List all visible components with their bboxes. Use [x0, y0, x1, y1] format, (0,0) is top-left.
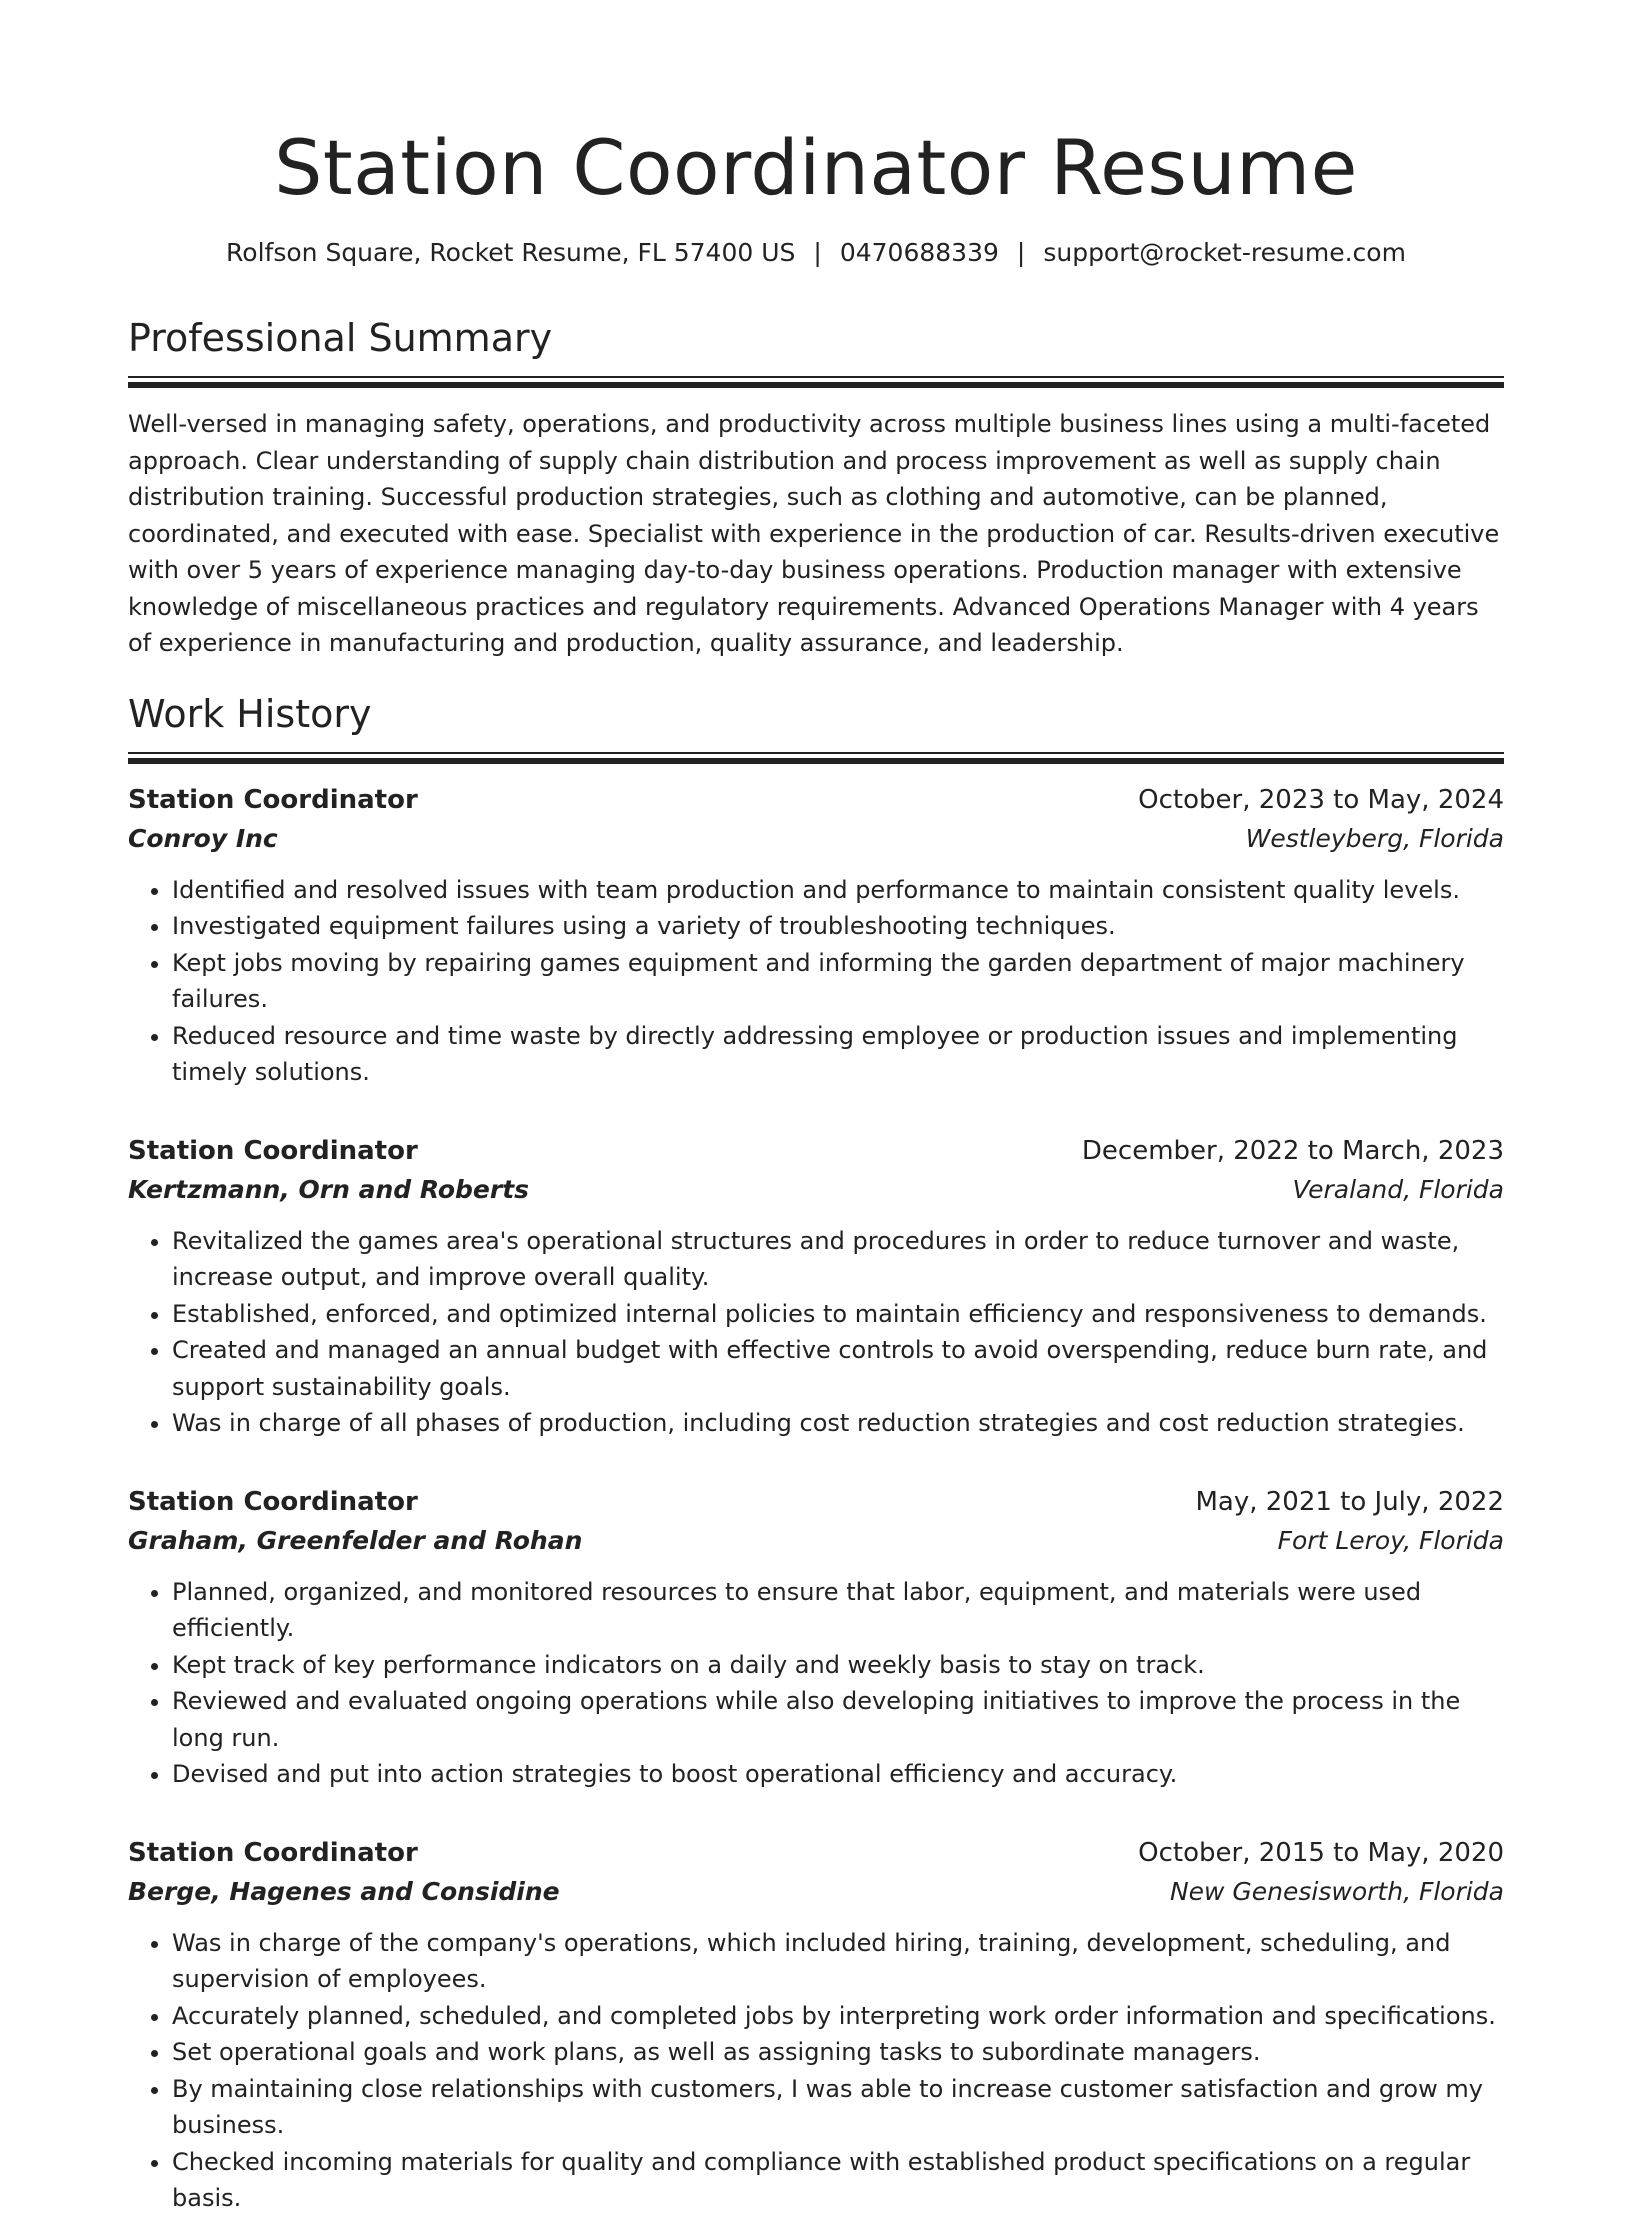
professional-summary-section — [128, 314, 1504, 662]
bullet-item: • Investigated equipment failures using a variety of troubleshooting techniques. — [172, 908, 1504, 945]
phone: 0470688339 — [839, 238, 999, 267]
job-bullets — [128, 872, 1504, 1091]
bullet-item: • Revitalized the games area's operational structures and procedures in order to reduce turnover and waste, increase output, and improve overall quality. — [172, 1223, 1504, 1296]
email: support@rocket-resume.com — [1043, 238, 1406, 267]
job-entry — [128, 1131, 1504, 1442]
job-header — [128, 1833, 1504, 1873]
bullet-item: • Was in charge of all phases of production, including cost reduction strategies and cost reduction strategies. — [172, 1405, 1504, 1442]
resume-title: Station Coordinator Resume — [274, 123, 1358, 212]
job-header — [128, 1131, 1504, 1171]
bullet-item: • Kept track of key performance indicators on a daily and weekly basis to stay on track. — [172, 1647, 1504, 1684]
company-name: Berge, Hagenes and Considine — [128, 1876, 560, 1906]
section-divider — [128, 376, 1504, 388]
job-subheader — [128, 1522, 1504, 1560]
job-dates: October, 2023 to May, 2024 — [1138, 784, 1504, 815]
company-name: Conroy Inc — [128, 823, 278, 853]
bullet-item: • Established, enforced, and optimized internal policies to maintain efficiency and responsiveness to demands. — [172, 1296, 1504, 1333]
job-dates: October, 2015 to May, 2020 — [1138, 1837, 1504, 1868]
job-entry — [128, 1833, 1504, 2217]
contact-line — [128, 236, 1504, 270]
job-location: Veraland, Florida — [1292, 1174, 1504, 1204]
bullet-item: • Checked incoming materials for quality and compliance with established product specifications on a regular basis. — [172, 2144, 1504, 2217]
job-title: Station Coordinator — [128, 784, 418, 815]
job-bullets — [128, 1223, 1504, 1442]
bullet-item: • Devised and put into action strategies to boost operational efficiency and accuracy. — [172, 1756, 1504, 1793]
bullet-item: • Reduced resource and time waste by directly addressing employee or production issues and implementing timely solutions. — [172, 1018, 1504, 1091]
job-bullets — [128, 1574, 1504, 1793]
section-divider — [128, 752, 1504, 764]
job-dates: December, 2022 to March, 2023 — [1081, 1135, 1504, 1166]
bullet-item: • Set operational goals and work plans, as well as assigning tasks to subordinate managers. — [172, 2034, 1504, 2071]
job-subheader — [128, 820, 1504, 858]
job-entry — [128, 780, 1504, 1091]
company-name: Kertzmann, Orn and Roberts — [128, 1174, 530, 1204]
bullet-item: • Reviewed and evaluated ongoing operations while also developing initiatives to improve the process in the long run. — [172, 1683, 1504, 1756]
bullet-item: • Accurately planned, scheduled, and completed jobs by interpreting work order information and specifications. — [172, 1998, 1504, 2035]
address: Rolfson Square, Rocket Resume, FL 57400 US — [226, 238, 796, 267]
job-location: Fort Leroy, Florida — [1277, 1525, 1504, 1555]
work-history-section — [128, 690, 1504, 2217]
section-heading: Work History — [128, 691, 372, 736]
resume-page — [128, 0, 1504, 2217]
bullet-item: • Created and managed an annual budget with effective controls to avoid overspending, reduce burn rate, and support sustainability goals. — [172, 1332, 1504, 1405]
job-title: Station Coordinator — [128, 1486, 418, 1517]
job-header — [128, 1482, 1504, 1522]
job-header — [128, 780, 1504, 820]
bullet-item: • By maintaining close relationships with customers, I was able to increase customer satisfaction and grow my business. — [172, 2071, 1504, 2144]
bullet-item: • Was in charge of the company's operations, which included hiring, training, development, scheduling, and supervision of employees. — [172, 1925, 1504, 1998]
job-entry — [128, 1482, 1504, 1793]
job-title: Station Coordinator — [128, 1135, 418, 1166]
separator: | — [1016, 238, 1026, 267]
bullet-item: • Identified and resolved issues with team production and performance to maintain consistent quality levels. — [172, 872, 1504, 909]
bullet-item: • Planned, organized, and monitored resources to ensure that labor, equipment, and materials were used efficiently. — [172, 1574, 1504, 1647]
job-title: Station Coordinator — [128, 1837, 418, 1868]
job-dates: May, 2021 to July, 2022 — [1195, 1486, 1504, 1517]
section-heading: Professional Summary — [128, 316, 553, 360]
job-subheader — [128, 1171, 1504, 1209]
summary-text: Well-versed in managing safety, operations, and productivity across multiple business lines using a multi-faceted approach. Clear understanding of supply chain distribution and process improvement as well as supply chain distribution training. Successful production strategies, such as clothing and automotive, can be planned, coordinated, and executed with ease. Specialist with experience in the production of car. Results-driven executive with over 5 years of experience managing day-to-day business operations. Production manager with extensive knowledge of miscellaneous practices and regulatory requirements. Advanced Operations Manager with 4 years of experience in manufacturing and production, quality assurance, and leadership. — [128, 410, 1500, 657]
job-location: Westleyberg, Florida — [1245, 823, 1504, 853]
bullet-item: • Kept jobs moving by repairing games equipment and informing the garden department of major machinery failures. — [172, 945, 1504, 1018]
job-subheader — [128, 1873, 1504, 1911]
company-name: Graham, Greenfelder and Rohan — [128, 1525, 583, 1555]
separator: | — [813, 238, 822, 267]
job-location: New Genesisworth, Florida — [1169, 1876, 1504, 1906]
job-bullets — [128, 1925, 1504, 2217]
